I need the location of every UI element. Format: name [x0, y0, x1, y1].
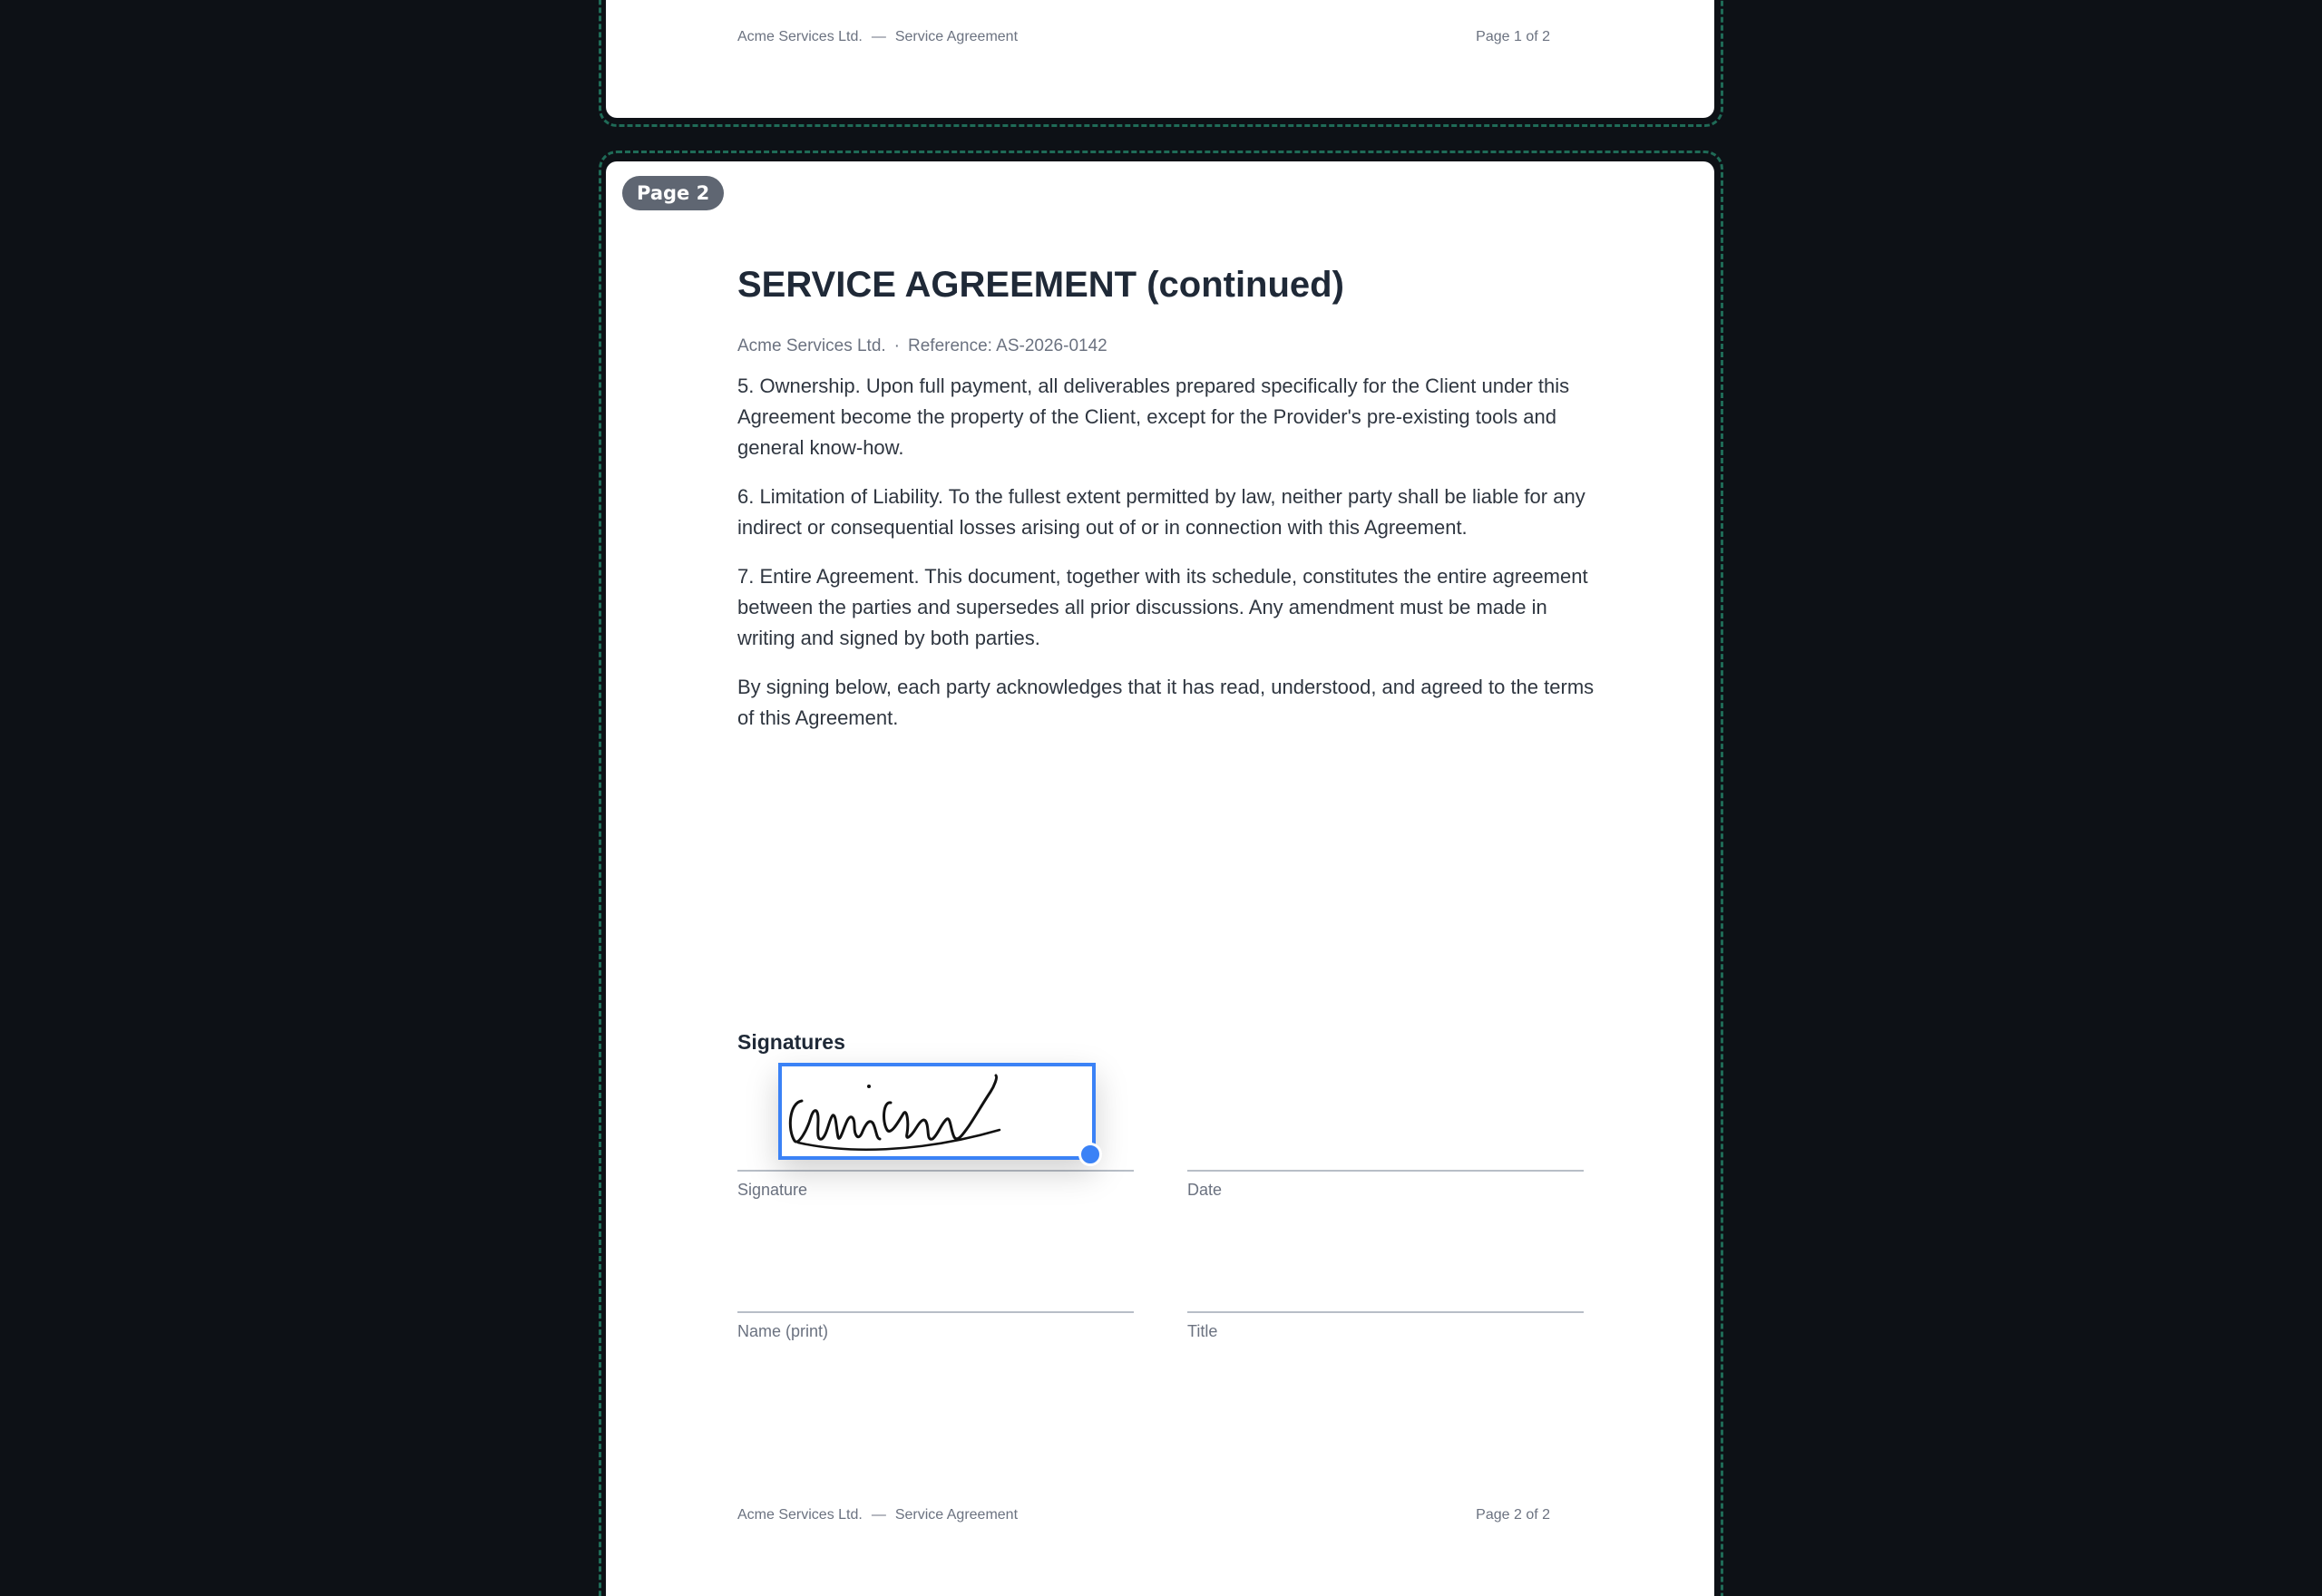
footer-left [737, 29, 1018, 45]
footer-company: Acme Services Ltd. [737, 1507, 863, 1523]
footer-separator: — [871, 29, 886, 44]
document-title: SERVICE AGREEMENT (continued) [737, 265, 1344, 305]
page-2-footer [737, 1507, 1550, 1523]
name-print-label: Name (print) [737, 1322, 829, 1340]
footer-document: Service Agreement [894, 29, 1019, 44]
footer-page-number: Page 1 of 2 [1476, 29, 1550, 44]
name-print-line[interactable] [737, 1311, 1134, 1313]
placed-signature[interactable] [778, 1063, 1096, 1160]
page-badge: Page 2 [622, 176, 724, 210]
page-1 [606, 0, 1714, 118]
meta-reference: Reference: AS-2026-0142 [908, 336, 1107, 355]
resize-handle[interactable] [1078, 1143, 1102, 1166]
page-1-footer [737, 29, 1550, 45]
footer-page-number: Page 2 of 2 [1476, 1507, 1550, 1523]
signatures-heading: Signatures [737, 1030, 845, 1054]
page-2 [606, 161, 1714, 1596]
date-line[interactable] [1187, 1170, 1584, 1172]
footer-separator: — [871, 1507, 886, 1523]
signature-label: Signature [737, 1181, 808, 1199]
footer-company: Acme Services Ltd. [737, 29, 863, 44]
signature-line[interactable] [737, 1170, 1134, 1172]
clause-limitation-of-liability: 6. Limitation of Liability. To the fullest extent permitted by law, neither party shall be liable for any indirect or consequential losses arising out of or in connection with this Agreement. [737, 485, 1585, 539]
acknowledgement-paragraph: By signing below, each party acknowledges that it has read, understood, and agreed to the terms of this Agreement. [737, 676, 1595, 729]
footer-document: Service Agreement [894, 1507, 1019, 1523]
title-line[interactable] [1187, 1311, 1584, 1313]
signature-dot [867, 1085, 871, 1088]
clause-ownership: 5. Ownership. Upon full payment, all deliverables prepared specifically for the Client under this Agreement become the property of the Client, except for the Provider's pre-existing tools and general know-how. [737, 375, 1570, 459]
footer-left [737, 1507, 1018, 1523]
document-meta [737, 336, 1107, 356]
clause-entire-agreement: 7. Entire Agreement. This document, together with its schedule, constitutes the entire agreement between the parties and supersedes all prior discussions. Any amendment must be made in writing and signed by both parties. [737, 565, 1588, 649]
meta-separator: · [893, 336, 900, 355]
handwritten-signature [782, 1066, 1092, 1156]
meta-company: Acme Services Ltd. [737, 336, 886, 355]
date-label: Date [1187, 1181, 1223, 1199]
document-body [737, 371, 1595, 752]
title-label: Title [1187, 1322, 1218, 1340]
